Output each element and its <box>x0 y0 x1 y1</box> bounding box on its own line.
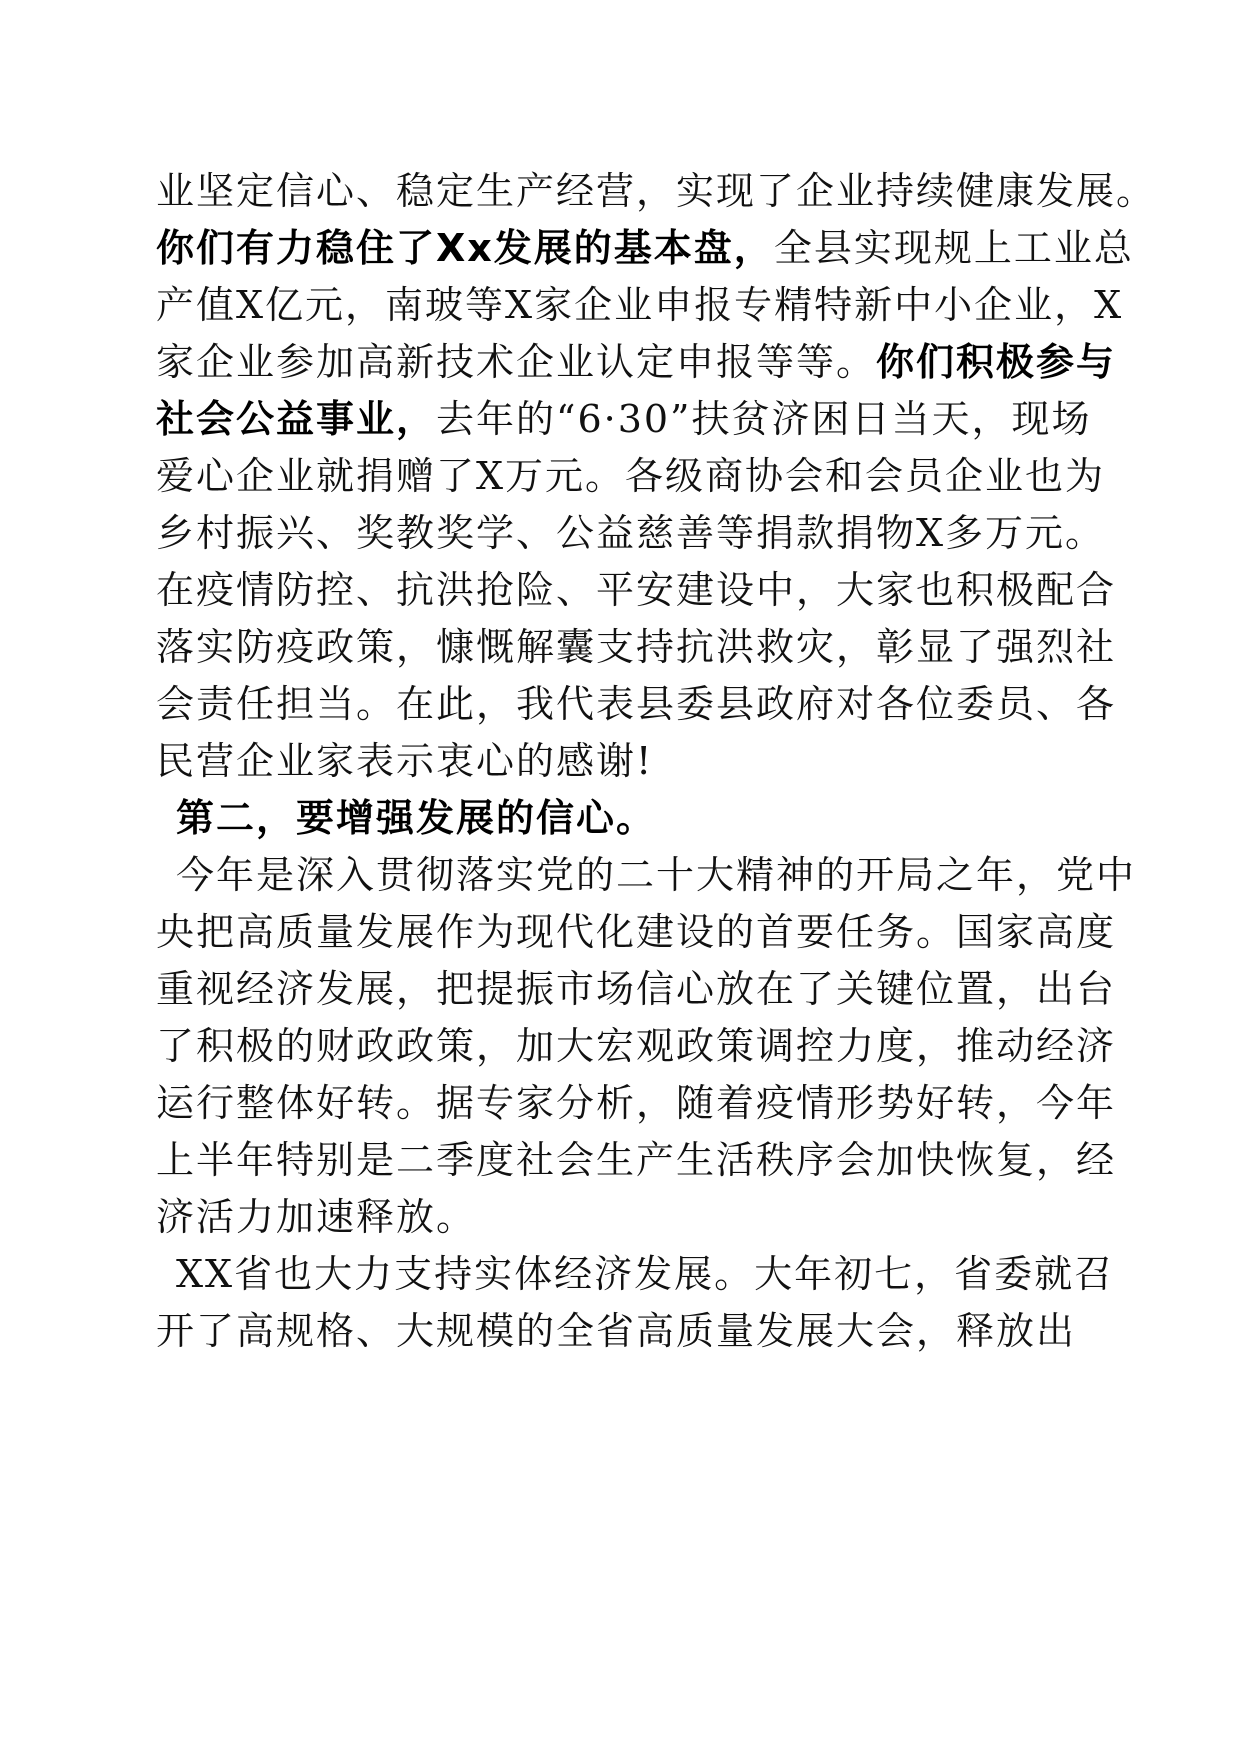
section-heading <box>176 793 1116 843</box>
body-line-8 <box>156 565 1117 615</box>
line-text: 去年的“6·30”扶贫济困日当天，现场 <box>436 397 1092 441</box>
body-line-7 <box>156 508 1106 558</box>
body-line-14 <box>156 907 1117 957</box>
body-line-15 <box>156 964 1117 1014</box>
body-line-13 <box>176 850 1137 900</box>
line-text: 今年是深入贯彻落实党的二十大精神的开局之年，党中 <box>176 853 1137 897</box>
line-text: 开了高规格、大规模的全省高质量发展大会，释放出 <box>156 1309 1077 1353</box>
body-line-9 <box>156 622 1117 672</box>
body-line-1 <box>156 166 1157 216</box>
line-text: 重视经济发展，把提振市场信心放在了关键位置，出台 <box>156 967 1117 1011</box>
body-line-21 <box>156 1306 1096 1356</box>
bold-emphasis: 社会公益事业， <box>156 397 437 441</box>
body-line-17 <box>156 1078 1117 1128</box>
body-line-16 <box>156 1021 1117 1071</box>
body-line-2 <box>156 223 1134 273</box>
heading-text: 第二，要增强发展的信心。 <box>176 796 657 840</box>
line-text: 了积极的财政政策，加大宏观政策调控力度，推动经济 <box>156 1024 1117 1068</box>
line-text: 央把高质量发展作为现代化建设的首要任务。国家高度 <box>156 910 1117 954</box>
body-line-4 <box>156 337 1117 387</box>
line-text: 产值X亿元，南玻等X家企业申报专精特新中小企业，X <box>156 283 1124 327</box>
line-text: 在疫情防控、抗洪抢险、平安建设中，大家也积极配合 <box>156 568 1117 612</box>
line-text: 全县实现规上工业总 <box>773 226 1134 270</box>
line-text: 业坚定信心、稳定生产经营，实现了企业持续健康发展。 <box>156 169 1157 213</box>
body-line-11 <box>156 736 1096 786</box>
bold-emphasis: 你们积极参与 <box>876 340 1117 384</box>
body-line-6 <box>156 451 1106 501</box>
body-line-5 <box>156 394 1096 444</box>
line-text: 家企业参加高新技术企业认定申报等等。 <box>156 340 877 384</box>
body-line-20 <box>176 1249 1116 1299</box>
body-line-3 <box>156 280 1124 330</box>
line-text: 济活力加速释放。 <box>156 1195 477 1239</box>
line-text: 乡村振兴、奖教奖学、公益慈善等捐款捐物X多万元。 <box>156 511 1106 555</box>
line-text: 会责任担当。在此，我代表县委县政府对各位委员、各 <box>156 682 1117 726</box>
bold-emphasis: 你们有力稳住了Xx发展的基本盘， <box>156 226 774 270</box>
body-line-10 <box>156 679 1117 729</box>
line-text: 运行整体好转。据专家分析，随着疫情形势好转，今年 <box>156 1081 1117 1125</box>
body-line-18 <box>156 1135 1117 1185</box>
line-text: 爱心企业就捐赠了X万元。各级商协会和会员企业也为 <box>156 454 1106 498</box>
line-text: 民营企业家表示衷心的感谢! <box>156 739 654 783</box>
line-text: 落实防疫政策，慷慨解囊支持抗洪救灾，彰显了强烈社 <box>156 625 1117 669</box>
line-text: XX省也大力支持实体经济发展。大年初七，省委就召 <box>176 1252 1115 1296</box>
body-line-19 <box>156 1192 1096 1242</box>
line-text: 上半年特别是二季度社会生产生活秩序会加快恢复，经 <box>156 1138 1117 1182</box>
